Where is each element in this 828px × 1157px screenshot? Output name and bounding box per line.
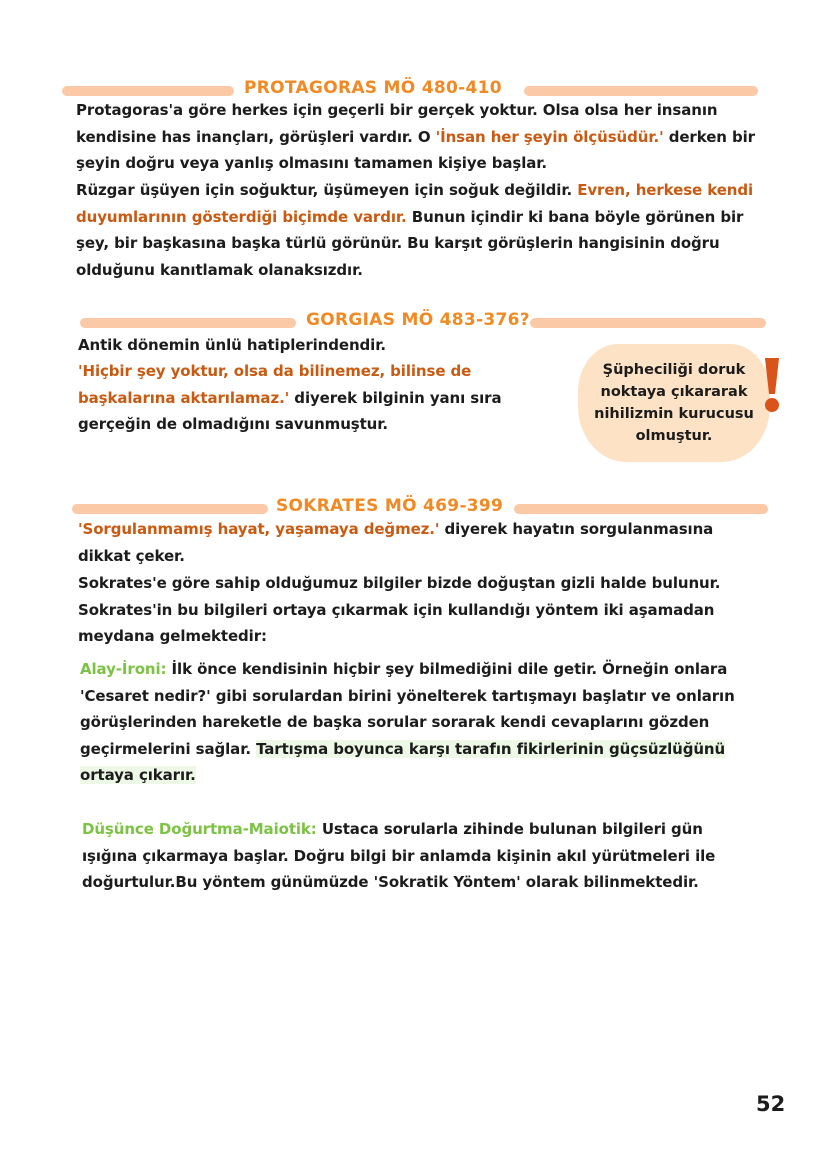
page-number: 52 [756, 1092, 786, 1116]
sokrates-paragraph-1: 'Sorgulanmamış hayat, yaşamaya değmez.' diyerek hayatın sorgulanmasına dikkat çeker. [78, 520, 714, 565]
highlighted-text: Tartışma boyunca karşı tarafın fikirlerinin güçsüzlüğünü ortaya çıkarır. [80, 739, 726, 784]
section-header-sokrates [62, 496, 762, 518]
header-bar-right [530, 318, 766, 328]
section-title-gorgias: GORGIAS MÖ 483-376? [306, 310, 530, 330]
header-bar-left [80, 318, 296, 328]
header-bar-left [62, 86, 234, 96]
section-header-gorgias [62, 310, 762, 332]
header-bar-right [514, 504, 768, 514]
term-dusunce-dogurtma: Düşünce Doğurtma-Maiotik: [82, 820, 317, 838]
sokrates-method-irony: Alay-İroni: İlk önce kendisinin hiçbir şey bilmediğini dile getir. Örneğin onlara 'Cesaret nedir?' gibi sorulardan birini yönelterek tartışmayı başlatır ve onların görüşlerinden hareketle de başka sorular sorarak kendi cevaplarını gözden geçirmelerini sağlar. Tartışma boyunca karşı tarafın fikirlerinin güçsüzlüğünü ortaya çıkarır. [80, 660, 735, 784]
gorgias-paragraph-2: 'Hiçbir şey yoktur, olsa da bilinemez, bilinse de başkalarına aktarılamaz.' diyerek bilginin yanı sıra gerçeğin de olmadığını savunmuştur. [78, 362, 502, 433]
exclamation-icon [760, 356, 784, 414]
section-title-sokrates: SOKRATES MÖ 469-399 [276, 496, 504, 516]
sokrates-method-maiotik: Düşünce Doğurtma-Maiotik: Ustaca sorularla zihinde bulunan bilgileri gün ışığına çıkarmaya başlar. Doğru bilgi bir anlamda kişinin akıl yürütmeleri ile doğurtulur.Bu yöntem günümüzde 'Sokratik Yöntem' olarak bilinmektedir. [82, 820, 716, 891]
callout-text: Şüpheciliği doruk noktaya çıkararak nihilizmin kurucusu olmuştur. [594, 362, 754, 444]
term-alay-ironi: Alay-İroni: [80, 660, 167, 678]
sokrates-paragraph-2: Sokrates'e göre sahip olduğumuz bilgiler bizde doğuştan gizli halde bulunur. Sokrates'in bu bilgileri ortaya çıkarmak için kullandığı yöntem iki aşamadan meydana gelmektedir: [78, 574, 721, 645]
section-title-protagoras: PROTAGORAS MÖ 480-410 [244, 78, 502, 98]
protagoras-paragraph-1: Protagoras'a göre herkes için geçerli bir gerçek yoktur. Olsa olsa her insanın kendisine has inançları, görüşleri vardır. O 'İnsan her şeyin ölçüsüdür.' derken bir şeyin doğru veya yanlış olmasını tamamen kişiye başlar. [76, 101, 755, 172]
header-bar-left [72, 504, 268, 514]
gorgias-quote: 'Hiçbir şey yoktur, olsa da bilinemez, bilinse de başkalarına aktarılamaz.' [78, 362, 472, 407]
protagoras-quote: 'İnsan her şeyin ölçüsüdür.' [435, 127, 664, 146]
header-bar-right [524, 86, 758, 96]
gorgias-paragraph-1: Antik dönemin ünlü hatiplerindendir. [78, 336, 386, 354]
sokrates-quote: 'Sorgulanmamış hayat, yaşamaya değmez.' [78, 520, 440, 538]
gorgias-callout [578, 344, 770, 462]
protagoras-emphasis: Evren, herkese kendi duyumlarının gösterdiği biçimde vardır. [76, 181, 754, 226]
protagoras-paragraph-2: Rüzgar üşüyen için soğuktur, üşümeyen için soğuk değildir. Evren, herkese kendi duyumlarının gösterdiği biçimde vardır. Bunun içindir ki bana böyle görünen bir şey, bir başkasına başka türlü görünür. Bu karşıt görüşlerin hangisinin doğru olduğunu kanıtlamak olanaksızdır. [76, 181, 754, 279]
